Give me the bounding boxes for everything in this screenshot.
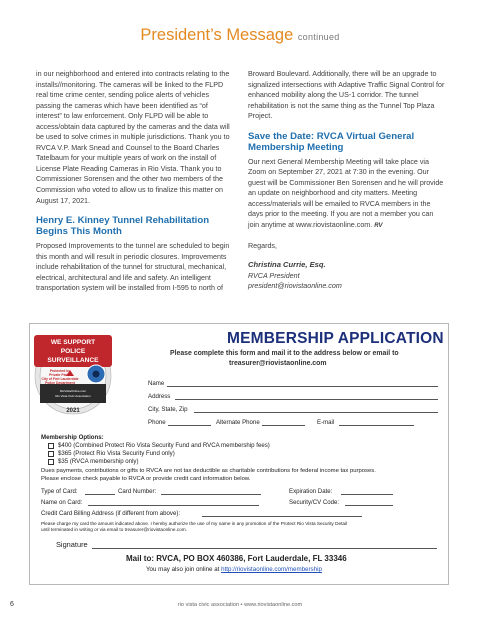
card-type-field[interactable] (85, 494, 115, 495)
page-title (0, 26, 480, 45)
dues-note-2: Please enclose check payable to RVCA or provide credit card information below. (41, 476, 251, 482)
email-label: E-mail (317, 419, 335, 426)
signer-email: president@riovistaonline.com (248, 282, 342, 291)
address-field[interactable] (175, 399, 438, 400)
badge-line2: POLICE (60, 348, 86, 355)
phone-field[interactable] (168, 425, 211, 426)
address-label: Address (148, 393, 171, 400)
membership-link[interactable]: http://riovistaonline.com/membership (221, 566, 322, 573)
signer-name: Christina Currie, Esq. (248, 260, 326, 270)
right-paragraph-2 (248, 157, 446, 232)
badge-protected: Protected by (49, 369, 71, 373)
option-35-label: $35 (RVCA membership only) (58, 458, 139, 465)
regards: Regards, (248, 241, 277, 250)
title-text: President’s Message (140, 26, 294, 44)
badge-assoc: Rio Vista Civic Association (55, 394, 91, 398)
expiration-label: Expiration Date: (289, 488, 333, 495)
billing-address-label: Credit Card Billing Address (if different from above): (41, 510, 181, 517)
footer-text: rio vista civic association • www.riovistaonline.com (177, 602, 303, 608)
rv-end-mark: RV (374, 223, 383, 230)
badge-patrol: Private Patrol (49, 373, 71, 377)
option-400-label: $400 (Combined Protect Rio Vista Security Fund and RVCA membership fees) (58, 442, 270, 449)
signature-label: Signature (56, 540, 88, 549)
online-join-line (146, 566, 322, 573)
email-field[interactable] (339, 425, 414, 426)
badge-graphic (34, 332, 112, 420)
badge-site: RioVistaOnline.com (59, 389, 87, 393)
membership-title: MEMBERSHIP APPLICATION (227, 330, 444, 347)
badge-line3: SURVEILLANCE (47, 357, 99, 364)
authorization-text-2: until terminated in writing or via email to treasurer@riovistaonline.com. (41, 527, 187, 532)
alt-phone-field[interactable] (262, 425, 305, 426)
online-join-prefix: You may also join online at (146, 566, 220, 573)
alt-phone-label: Alternate Phone (216, 419, 260, 426)
page-number: 6 (10, 601, 14, 608)
options-heading: Membership Options: (41, 434, 104, 441)
name-on-card-field[interactable] (88, 505, 259, 506)
authorization-text-1: Please charge my card the amount indicated above. I hereby authorize the use of my name in any promotion of the Protect Rio Vista Security Detail (41, 521, 348, 526)
security-code-field[interactable] (345, 505, 393, 506)
option-35-checkbox[interactable] (48, 459, 54, 465)
name-field[interactable] (167, 386, 438, 387)
badge-dept: Police Department (45, 381, 75, 385)
left-column (36, 69, 232, 303)
left-paragraph-2: Proposed Improvements to the tunnel are scheduled to begin this month and will result in periodic closures. Improvements include rehabilitation of the tunnel for structural, mechanical, electrical, architectural and life and safety. An intelligent transportation system will be installed from I-595 to north of (36, 242, 230, 293)
card-type-label: Type of Card: (41, 488, 78, 495)
police-surveillance-badge (34, 332, 112, 420)
meeting-heading: Save the Date: RVCA Virtual General Membership Meeting (248, 130, 415, 153)
dues-note-1: Dues payments, contributions or gifts to RVCA are not tax deductible as charitable contributions for federal income tax purposes. (41, 468, 376, 474)
signer-title: RVCA President (248, 271, 300, 280)
treasurer-email: treasurer@riovistaonline.com (229, 360, 327, 367)
billing-address-field[interactable] (202, 516, 362, 517)
badge-line1: WE SUPPORT (50, 339, 96, 346)
signature-field[interactable] (92, 548, 437, 549)
left-paragraph-1: in our neighborhood and entered into contracts relating to the installs//monitoring. The cameras will be linked to the FLPD real time crime center, sending police alerts of vehicles passing the cameras which have been identified as “of interest” to law enforcement. Only FLPD will be able to access/obtain data captured by the cameras and the data will be used to solve crimes in multiple jurisdictions. Thank you to RVCA V.P. Mark Snead and Counsel to the Board Charles Tatelbaum for your multiple years of work on the install of License Plate Reading Cameras in Rio Vista. Thank you to Commissioner Sorensen and the other two members of the Commission who voted to allow us to finalize this matter on August 17, 2021. (36, 70, 230, 205)
badge-year: 2021 (66, 408, 80, 414)
expiration-field[interactable] (341, 494, 393, 495)
membership-instructions: Please complete this form and mail it to the address below or email to (170, 350, 399, 357)
option-400-checkbox[interactable] (48, 443, 54, 449)
phone-label: Phone (148, 419, 166, 426)
meeting-text: Our next General Membership Meeting will take place via Zoom on September 27, 2021 at 7:30 in the evening. Our guest will be Commissioner Ben Sorensen and he will provide an update on neighborhood and city matters. Meeting access/materials will be emailed to RVCA members in the days prior to the meeting. If you are not a member you can join anytime at www.riovistaonline.com. (248, 157, 444, 230)
title-continued: continued (297, 32, 340, 42)
mail-to-address: Mail to: RVCA, PO BOX 460386, Fort Lauderdale, FL 33346 (126, 554, 347, 563)
card-number-field[interactable] (161, 494, 261, 495)
option-365-checkbox[interactable] (48, 451, 54, 457)
city-state-zip-field[interactable] (194, 412, 438, 413)
security-code-label: Security/CV Code: (289, 499, 340, 506)
right-column (248, 69, 446, 292)
name-on-card-label: Name on Card: (41, 499, 83, 506)
card-number-label: Card Number: (118, 488, 157, 495)
right-paragraph-1: Broward Boulevard. Additionally, there will be an upgrade to signalized intersections with Adaptive Traffic Signal Control for enhanced mobility along the US-1 corridor. The tunnel rehabilitation is not the same thing as the Tunnel Top Plaza Project. (248, 70, 445, 121)
name-label: Name (148, 380, 165, 387)
option-365-label: $365 (Protect Rio Vista Security Fund only) (58, 450, 175, 457)
city-state-zip-label: City, State, Zip (148, 406, 188, 413)
badge-city: City of Fort Lauderdale (41, 377, 79, 381)
tunnel-heading: Henry E. Kinney Tunnel Rehabilitation Begins This Month (36, 215, 210, 238)
